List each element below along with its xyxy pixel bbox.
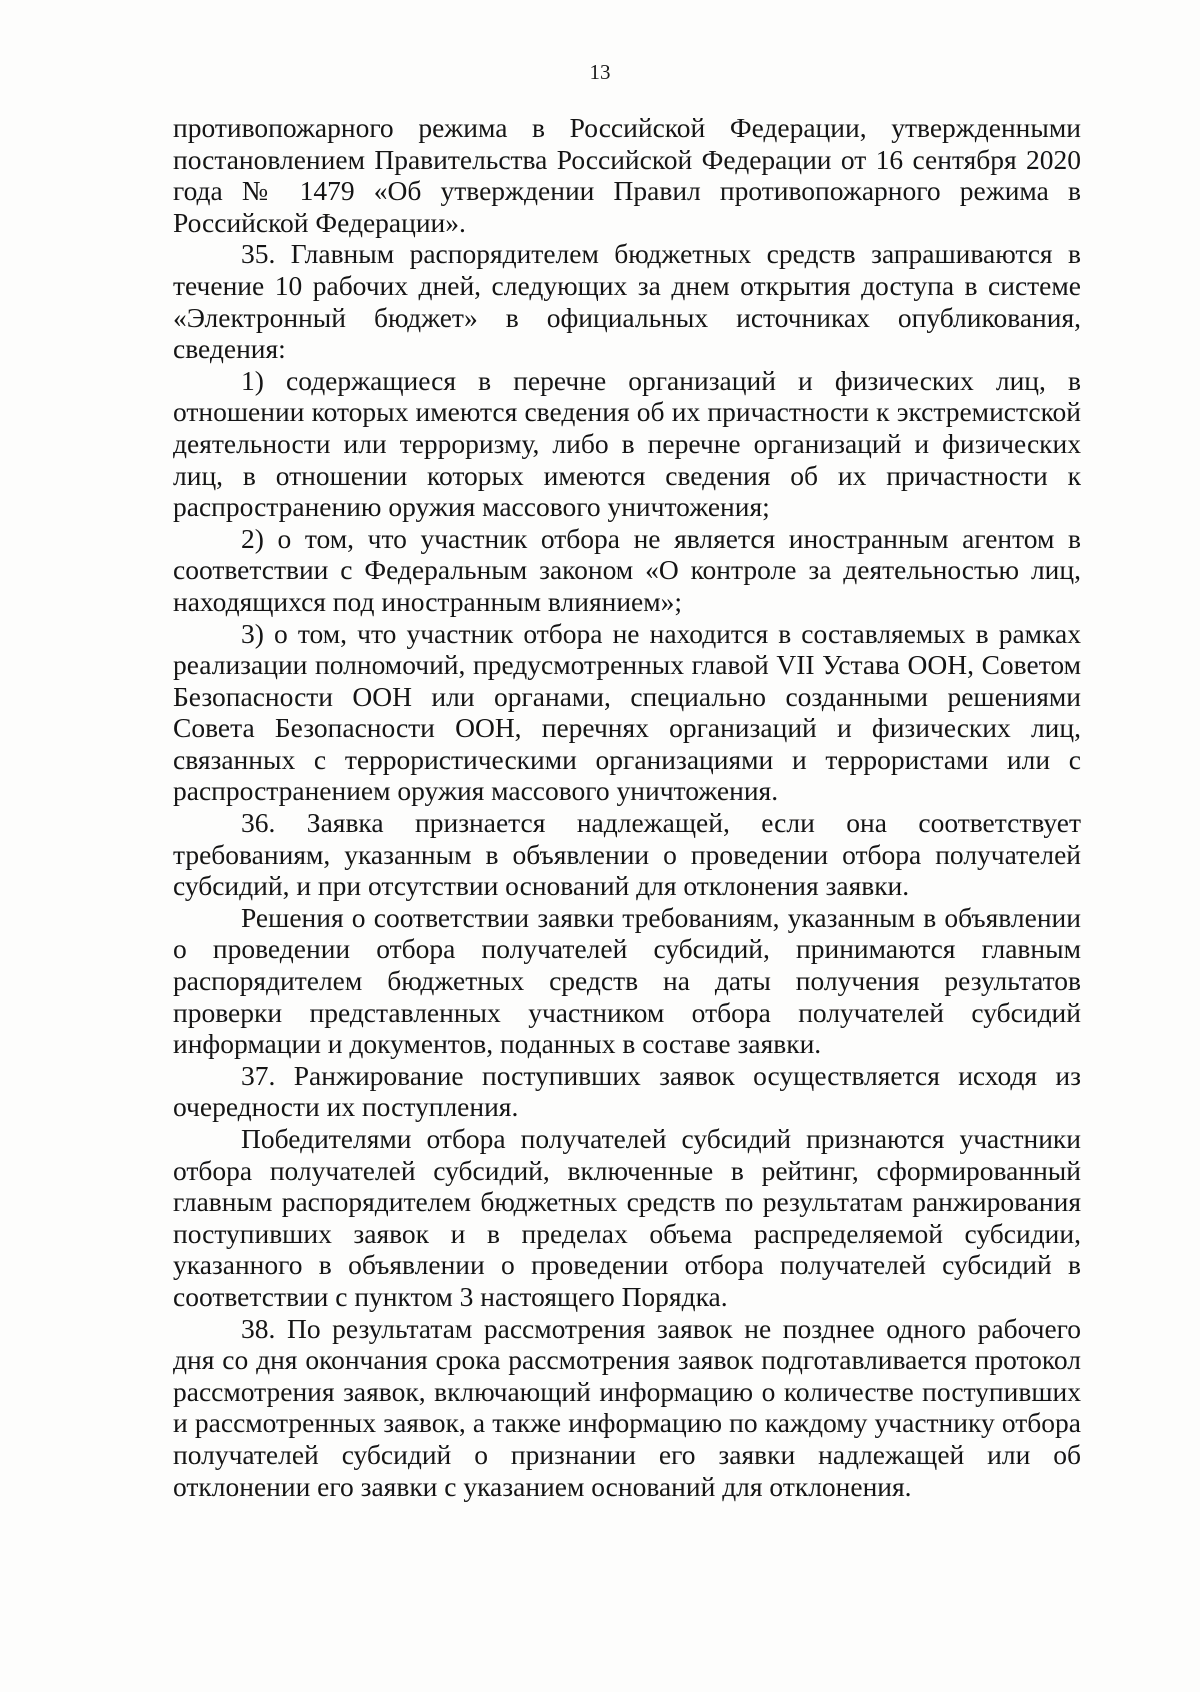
paragraph-item-37: 37. Ранжирование поступивших заявок осуществляется исходя из очередности их поступления.	[173, 1059, 1081, 1123]
page-number: 13	[589, 60, 611, 84]
paragraph-item-36-decisions: Решения о соответствии заявки требованиям, указанным в объявлении о проведении отбора получателей субсидий, принимаются главным распорядителем бюджетных средств на даты получения результатов проверки представленных участником отбора получателей субсидий информации и документов, поданных в составе заявки.	[173, 901, 1081, 1060]
paragraph-item-37-winners: Победителями отбора получателей субсидий признаются участники отбора получателей субсидий, включенные в рейтинг, сформированный главным распорядителем бюджетных средств по результатам ранжирования поступивших заявок и в пределах объема распределяемой субсидии, указанного в объявлении о проведении отбора получателей субсидий в соответствии с пунктом 3 настоящего Порядка.	[173, 1123, 1081, 1312]
paragraph-item-36: 36. Заявка признается надлежащей, если она соответствует требованиям, указанным в объявлении о проведении отбора получателей субсидий, и при отсутствии оснований для отклонения заявки.	[173, 807, 1081, 902]
paragraph-item-38: 38. По результатам рассмотрения заявок не позднее одного рабочего дня со дня окончания срока рассмотрения заявок подготавливается протокол рассмотрения заявок, включающий информацию о количестве поступивших и рассмотренных заявок, а также информацию по каждому участнику отбора получателей субсидий о признании его заявки надлежащей или об отклонении его заявки с указанием оснований для отклонения.	[173, 1312, 1081, 1502]
paragraph-item-35-3: 3) о том, что участник отбора не находится в составляемых в рамках реализации полномочий, предусмотренных главой VII Устава ООН, Советом Безопасности ООН или органами, специально созданными решениями Совета Безопасности ООН, перечнях организаций и физических лиц, связанных с террористическими организациями и террористами или с распространением оружия массового уничтожения.	[173, 617, 1081, 807]
document-body	[173, 112, 1081, 1502]
paragraph-item-35-2: 2) о том, что участник отбора не является иностранным агентом в соответствии с Федеральным законом «О контроле за деятельностью лиц, находящихся под иностранным влиянием»;	[173, 522, 1081, 617]
paragraph-continuation: противопожарного режима в Российской Федерации, утвержденными постановлением Правительства Российской Федерации от 16 сентября 2020 года № 1479 «Об утверждении Правил противопожарного режима в Российской Федерации».	[173, 112, 1081, 238]
paragraph-item-35: 35. Главным распорядителем бюджетных средств запрашиваются в течение 10 рабочих дней, следующих за днем открытия доступа в системе «Электронный бюджет» в официальных источниках опубликования, сведения:	[173, 238, 1081, 365]
paragraph-item-35-1: 1) содержащиеся в перечне организаций и физических лиц, в отношении которых имеются сведения об их причастности к экстремистской деятельности или терроризму, либо в перечне организаций и физических лиц, в отношении которых имеются сведения об их причастности к распространению оружия массового уничтожения;	[173, 364, 1081, 523]
